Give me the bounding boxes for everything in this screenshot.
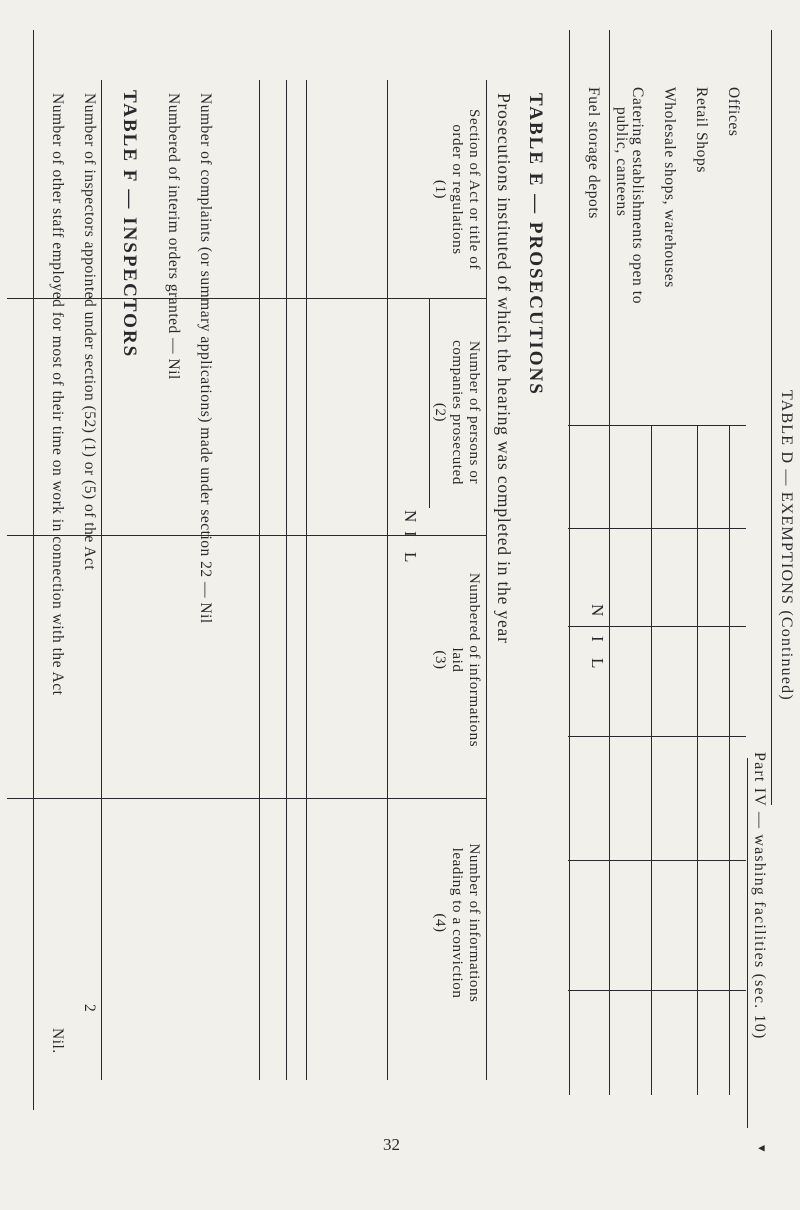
table-d-col-rule xyxy=(568,626,746,627)
table-e-row-rule xyxy=(387,80,388,1080)
table-d-part-rule xyxy=(747,758,748,1128)
table-d-nil-i: I xyxy=(588,636,607,644)
col3-head-num: (3) xyxy=(432,650,448,670)
col2-head-line2: companies prosecuted xyxy=(449,340,465,485)
table-f-title: TABLE F — INSPECTORS xyxy=(119,90,140,359)
col2-head-num: (2) xyxy=(432,402,448,423)
table-e-col-rule xyxy=(7,798,487,799)
table-d-row-rule xyxy=(697,425,698,1095)
table-d-bottom-rule xyxy=(569,30,570,1095)
col4-head-line2: leading to a conviction xyxy=(449,847,465,999)
page-number: 32 xyxy=(383,1135,400,1154)
table-e-bottom-rule xyxy=(259,80,260,1080)
col1-head-num: (1) xyxy=(432,179,448,200)
interim-orders-statement: Numbered of interim orders granted — Nil xyxy=(165,93,182,380)
col1-head-line1: Section of Act or title of xyxy=(466,109,482,270)
col3-head-line2: laid xyxy=(449,647,465,673)
table-d-row-rule xyxy=(651,425,652,1095)
inspectors-count-value: 2 xyxy=(81,1004,98,1013)
table-d-col-rule xyxy=(568,425,746,426)
table-d-caption: TABLE D — EXEMPTIONS (Continued) xyxy=(778,390,795,701)
table-e-nil-l: L xyxy=(401,552,420,565)
table-d-nil-l: L xyxy=(588,658,607,671)
row-label-wholesale: Wholesale shops, warehouses xyxy=(661,87,678,288)
table-d-part-heading: Part IV — washing facilities (sec. 10) xyxy=(751,752,768,1040)
row-label-offices: Offices xyxy=(725,87,742,137)
table-e-col-rule xyxy=(7,298,487,299)
other-staff-label: Number of other staff employed for most of their time on work in connection with the Act xyxy=(49,93,66,696)
table-e-col2-head xyxy=(431,305,482,520)
col4-head-line1: Number of informations xyxy=(466,843,482,1003)
col1-head-line2: order or regulations xyxy=(449,124,465,255)
table-d-nil-n: N xyxy=(588,604,607,619)
table-e-col1-head xyxy=(431,92,482,287)
table-e-nil-i: I xyxy=(401,531,420,539)
table-d-top-rule xyxy=(771,30,772,805)
table-f-rule xyxy=(101,80,102,1080)
table-e-nil-n: N xyxy=(401,510,420,525)
table-e-row-rule xyxy=(306,80,307,1080)
row-label-catering-2: public, canteens xyxy=(613,107,630,217)
other-staff-value: Nil. xyxy=(49,1028,66,1054)
table-d-row-rule xyxy=(729,425,730,1095)
table-e-col3-head xyxy=(431,540,482,780)
table-d-col-rule xyxy=(568,860,746,861)
table-e-underline xyxy=(429,298,430,508)
table-e-subtitle: Prosecutions instituted of which the hearing was completed in the year xyxy=(494,93,514,644)
bottom-rule xyxy=(33,30,34,1110)
col4-head-num: (4) xyxy=(432,913,448,933)
table-d-col-rule xyxy=(568,736,746,737)
table-d-col-rule xyxy=(568,990,746,991)
col3-head-line1: Numbered of informations xyxy=(466,572,482,748)
row-label-retail: Retail Shops xyxy=(693,87,710,173)
col2-head-line1: Number of persons or xyxy=(466,340,482,485)
table-e-top-rule xyxy=(486,80,487,1080)
margin-mark: ▾ xyxy=(755,1145,770,1152)
complaints-statement: Number of complaints (or summary applications) made under section 22 — Nil xyxy=(197,93,214,624)
row-label-fuel: Fuel storage depots xyxy=(585,87,602,219)
table-e-title: TABLE E — PROSECUTIONS xyxy=(525,93,546,396)
table-e-col4-head xyxy=(431,808,482,1038)
inspectors-count-label: Number of inspectors appointed under section (52) (1) or (5) of the Act xyxy=(81,93,98,571)
table-d-row-rule xyxy=(609,30,610,1095)
table-e-row-rule xyxy=(286,80,287,1080)
table-d-col-rule xyxy=(568,528,746,529)
row-label-catering: Catering establishments open to xyxy=(629,87,646,305)
